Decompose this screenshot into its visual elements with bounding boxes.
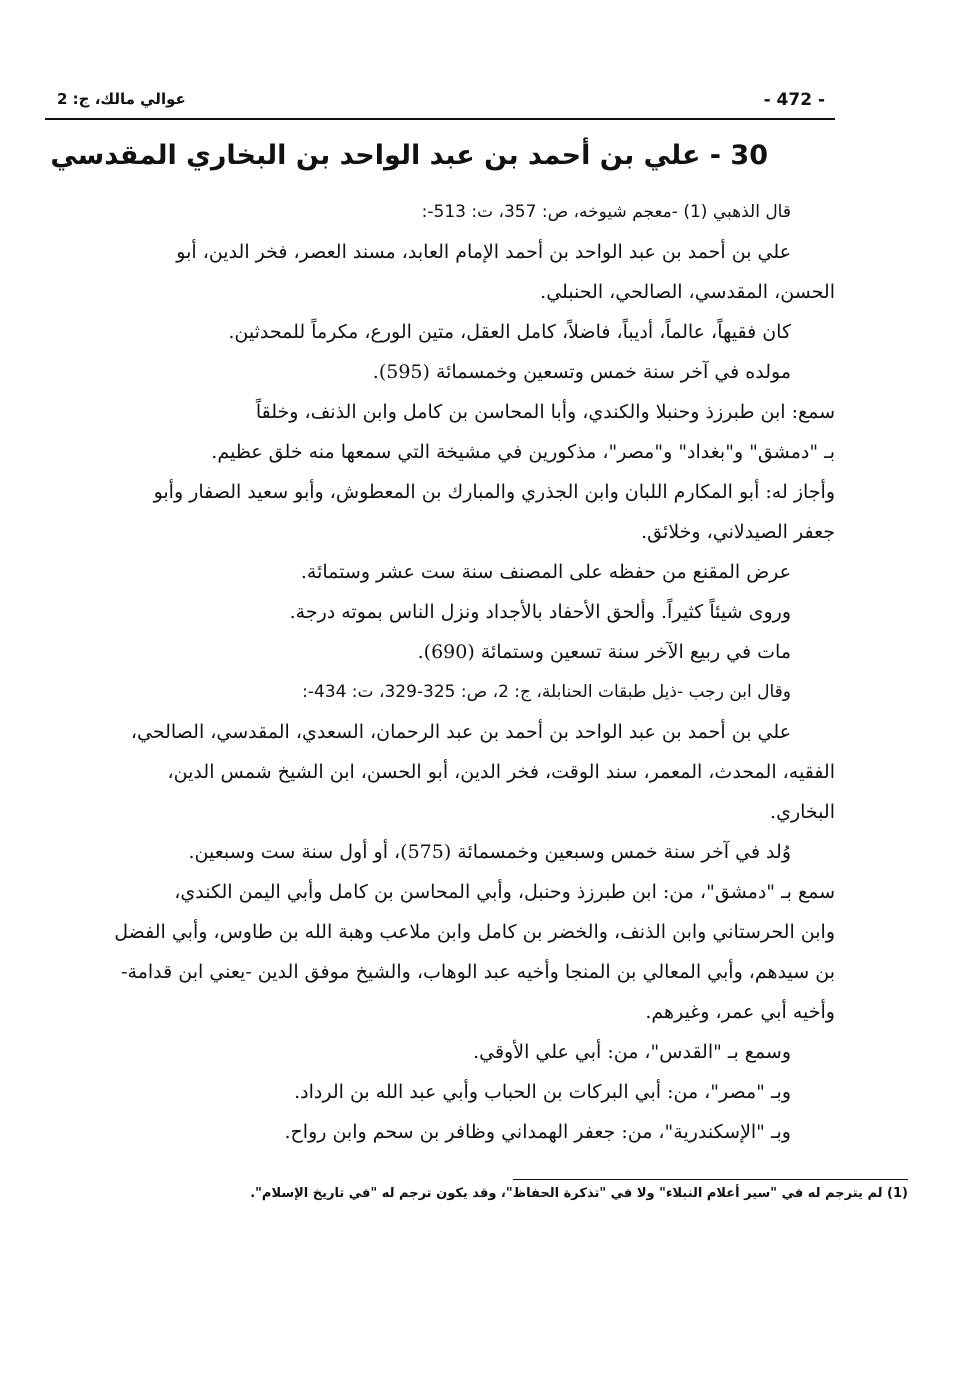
- paragraph-line: بن سيدهم، وأبي المعالي بن المنجا وأخيه عبد الوهاب، والشيخ موفق الدين -يعني ابن قدامة-: [121, 961, 835, 983]
- footnote: (1) لم يترجم له في "سير أعلام النبلاء" ولا في "تذكرة الحفاظ"، وقد يكون ترجم له "في تاريخ الإسلام".: [250, 1186, 908, 1201]
- paragraph-line: وابن الحرستاني وابن الذنف، والخضر بن كامل وابن ملاعب وهبة الله بن طاوس، وأبي الفضل: [114, 921, 835, 943]
- paragraph-line: مولده في آخر سنة خمس وتسعين وخمسمائة (595).: [372, 361, 791, 383]
- paragraph-line: وروى شيئاً كثيراً. وألحق الأحفاد بالأجداد ونزل الناس بموته درجة.: [289, 601, 791, 623]
- running-title: عوالي مالك، ج: 2: [57, 90, 186, 108]
- paragraph-line: كان فقيهاً، عالماً، أديباً، فاضلاً، كامل العقل، متين الورع، مكرماً للمحدثين.: [228, 321, 791, 343]
- paragraph-line: مات في ربيع الآخر سنة تسعين وستمائة (690).: [417, 641, 791, 663]
- paragraph-line: بـ "دمشق" و"بغداد" و"مصر"، مذكورين في مشيخة التي سمعها منه خلق عظيم.: [211, 441, 835, 463]
- paragraph-line: علي بن أحمد بن عبد الواحد بن أحمد الإمام العابد، مسند العصر، فخر الدين، أبو: [176, 241, 791, 263]
- paragraph-line: جعفر الصيدلاني، وخلائق.: [641, 521, 835, 543]
- source-citation: وقال ابن رجب -ذيل طبقات الحنابلة، ج: 2، ص: 325-329، ت: 434-:: [302, 682, 791, 702]
- paragraph-line: سمع بـ "دمشق"، من: ابن طبرزذ وحنبل، وأبي المحاسن بن كامل وأبي اليمن الكندي،: [174, 881, 835, 903]
- paragraph-line: وأخيه أبي عمر، وغيرهم.: [645, 1001, 835, 1023]
- paragraph-line: سمع: ابن طبرزذ وحنبلا والكندي، وأبا المحاسن بن كامل وابن الذنف، وخلقاً: [255, 401, 835, 423]
- paragraph-line: وبـ "الإسكندرية"، من: جعفر الهمداني وظافر بن سحم وابن رواح.: [284, 1121, 791, 1143]
- paragraph-line: وسمع بـ "القدس"، من: أبي علي الأوقي.: [473, 1041, 791, 1063]
- source-citation: قال الذهبي (1) -معجم شيوخه، ص: 357، ت: 513-:: [421, 202, 791, 222]
- paragraph-line: الحسن، المقدسي، الصالحي، الحنبلي.: [540, 281, 835, 303]
- page-number: - 472 -: [763, 90, 825, 110]
- page-header: [45, 82, 835, 120]
- paragraph-line: وُلد في آخر سنة خمس وسبعين وخمسمائة (575)، أو أول سنة ست وسبعين.: [188, 841, 791, 863]
- footnote-divider: [513, 1179, 908, 1180]
- paragraph-line: وبـ "مصر"، من: أبي البركات بن الحباب وأبي عبد الله بن الرداد.: [294, 1081, 791, 1103]
- paragraph-line: وأجاز له: أبو المكارم اللبان وابن الجذري والمبارك بن المعطوش، وأبو سعيد الصفار وأبو: [153, 481, 835, 503]
- body-text: [45, 192, 835, 1152]
- paragraph-line: عرض المقنع من حفظه على المصنف سنة ست عشر وستمائة.: [300, 561, 791, 583]
- entry-title: 30 - علي بن أحمد بن عبد الواحد بن البخاري المقدسي: [50, 140, 768, 171]
- paragraph-line: البخاري.: [770, 801, 835, 823]
- paragraph-line: الفقيه، المحدث، المعمر، سند الوقت، فخر الدين، أبو الحسن، ابن الشيخ شمس الدين،: [167, 761, 835, 783]
- paragraph-line: علي بن أحمد بن عبد الواحد بن أحمد بن عبد الرحمان، السعدي، المقدسي، الصالحي،: [130, 721, 791, 743]
